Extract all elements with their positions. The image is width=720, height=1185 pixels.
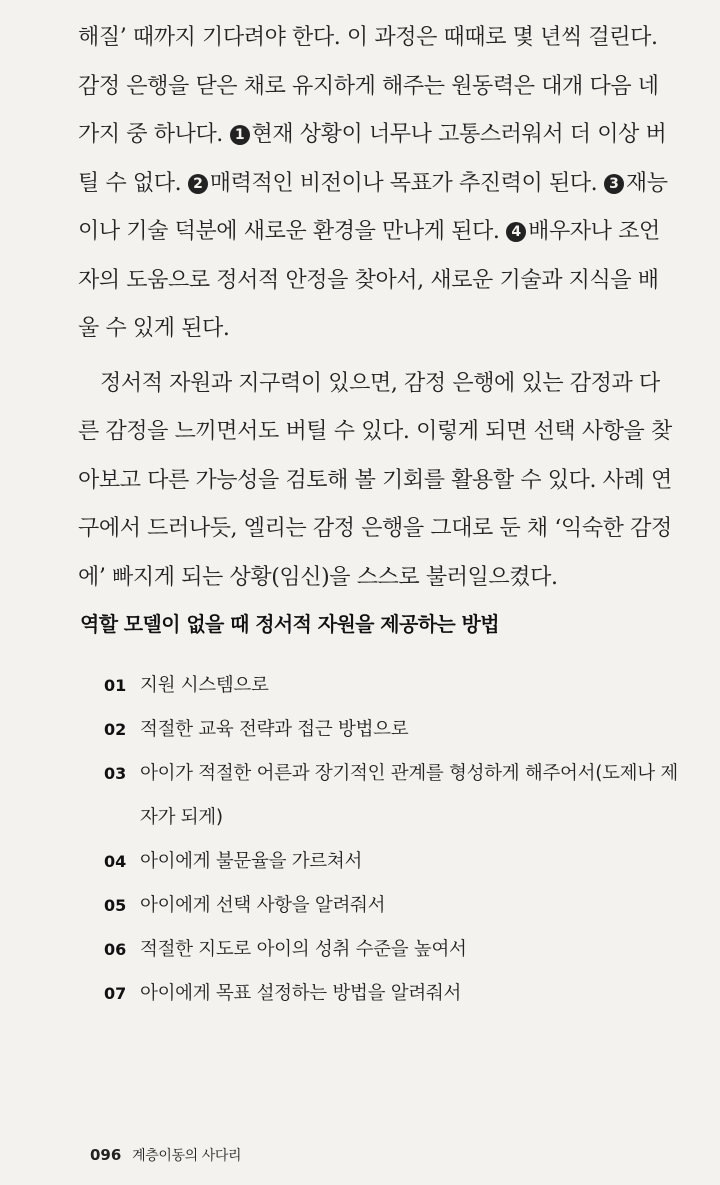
reason-1: 현재 상황이 너무나 고통스러워서 더 이상 버틸 수 없다.	[78, 122, 667, 196]
list-item	[104, 928, 694, 972]
list-item-text: 적절한 교육 전략과 접근 방법으로	[140, 719, 409, 740]
list-item	[104, 972, 694, 1016]
list-item-text: 아이에게 선택 사항을 알려줘서	[140, 895, 386, 916]
paragraph-2: 정서적 자원과 지구력이 있으면, 감정 은행에 있는 감정과 다른 감정을 느끼면서도 버틸 수 있다. 이렇게 되면 선택 사항을 찾아보고 다른 가능성을 검토해 볼 기회를 활용할 수 있다. 사례 연구에서 드러나듯, 엘리는 감정 은행을 그대로 둔 채 ‘익숙한 감정에’ 빠지게 되는 상황(임신)을 스스로 불러일으켰다.	[78, 370, 672, 590]
page-footer	[90, 1145, 241, 1165]
reason-4: 배우자나 조언자의 도움으로 정서적 안정을 찾아서, 새로운 기술과 지식을 배울 수 있게 된다.	[78, 219, 660, 341]
list-item-text: 아이에게 불문율을 가르쳐서	[140, 851, 363, 872]
number-marker-4: 4	[506, 222, 526, 242]
body-text	[78, 14, 678, 602]
number-marker-2: 2	[188, 174, 208, 194]
list-item-number: 02	[104, 720, 127, 739]
list-item	[104, 664, 694, 708]
page-number: 096	[90, 1146, 122, 1164]
list-item-number: 01	[104, 676, 127, 695]
reason-3: 재능이나 기술 덕분에 새로운 환경을 만나게 된다.	[78, 170, 668, 244]
list-item-number: 07	[104, 984, 127, 1003]
list-item-text: 적절한 지도로 아이의 성취 수준을 높여서	[140, 939, 467, 960]
list-item	[104, 708, 694, 752]
list-item-number: 06	[104, 940, 127, 959]
list-item-text: 지원 시스템으로	[140, 675, 269, 696]
list-item	[104, 752, 694, 840]
list-item-text: 아이에게 목표 설정하는 방법을 알려줘서	[140, 983, 462, 1004]
paragraph-1-intro: 해질’ 때까지 기다려야 한다. 이 과정은 때때로 몇 년씩 걸린다. 감정 은행을 닫은 채로 유지하게 해주는 원동력은 대개 다음 네 가지 중 하나다.	[78, 25, 659, 147]
reason-2: 매력적인 비전이나 목표가 추진력이 된다.	[209, 170, 598, 196]
number-marker-1: 1	[230, 125, 250, 145]
list-item	[104, 884, 694, 928]
method-list	[104, 664, 694, 1016]
paragraph-1	[78, 14, 678, 354]
list-item-number: 04	[104, 852, 127, 871]
number-marker-3: 3	[604, 174, 624, 194]
section-title: 역할 모델이 없을 때 정서적 자원을 제공하는 방법	[80, 612, 499, 636]
book-title: 계층이동의 사다리	[132, 1148, 242, 1164]
list-item	[104, 840, 694, 884]
list-item-number: 03	[104, 764, 127, 783]
list-item-number: 05	[104, 896, 127, 915]
list-item-text: 아이가 적절한 어른과 장기적인 관계를 형성하게 해주어서(도제나 제자가 되게)	[140, 763, 678, 828]
